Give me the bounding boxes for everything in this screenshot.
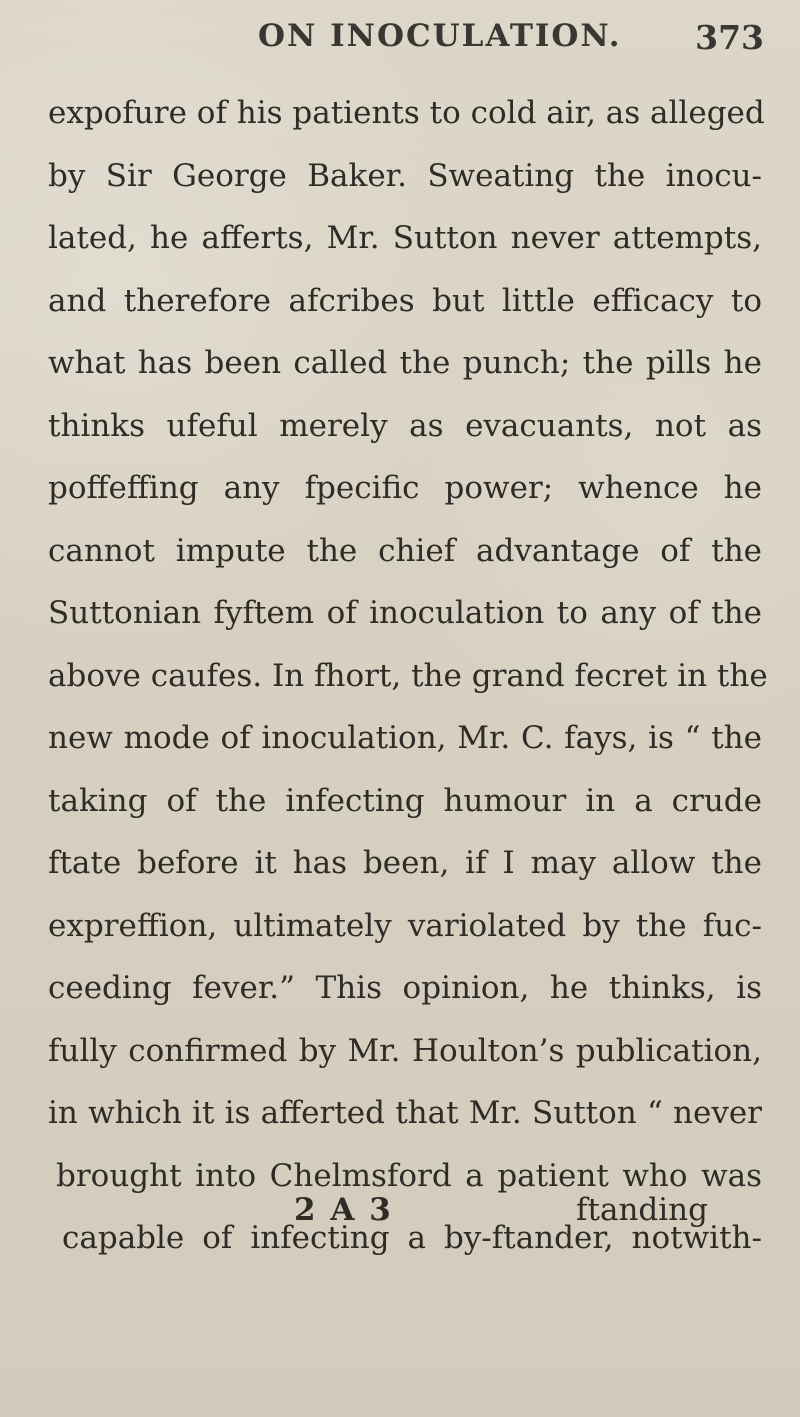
body-line: ceeding fever.” This opinion, he thinks, is [48,970,762,1006]
body-line: new mode of inoculation, Mr. C. fays, is “ the [48,720,762,756]
running-head: ON INOCULATION. [258,18,622,54]
body-line: fully confirmed by Mr. Houlton’s publication, [48,1032,762,1069]
body-line: in which it is afferted that Mr. Sutton “ never [48,1095,762,1131]
body-line: expreffion, ultimately variolated by the fuc- [48,907,762,944]
catchword: ftanding [576,1192,708,1228]
body-line: what has been called the punch; the pills he [48,345,762,381]
body-line: cannot impute the chief advantage of the [48,532,762,569]
body-line: by Sir George Baker. Sweating the inocu- [48,157,762,194]
signature-mark: 2 A 3 [294,1192,393,1228]
body-text [48,82,768,1270]
body-line: brought into Chelmsford a patient who was [56,1157,762,1194]
body-line: poffeffing any fpecific power; whence he [48,470,762,506]
page-number: 373 [695,18,764,57]
body-line: thinks ufeful merely as evacuants, not as [48,407,762,444]
body-line: Suttonian fyftem of inoculation to any of the [48,595,762,631]
body-line: and therefore afcribes but little efficacy to [48,282,762,319]
body-line: taking of the infecting humour in a crude [48,782,762,819]
body-line: lated, he afferts, Mr. Sutton never attempts, [48,220,762,256]
page-header [0,18,800,70]
body-line: expofure of his patients to cold air, as alleged [48,95,765,131]
body-line: above caufes. In fhort, the grand fecret in the [48,657,768,694]
page-footer [96,1192,708,1242]
body-line: capable of infecting a by-ftander, notwith- [62,1220,762,1256]
body-line: ftate before it has been, if I may allow the [48,845,762,881]
